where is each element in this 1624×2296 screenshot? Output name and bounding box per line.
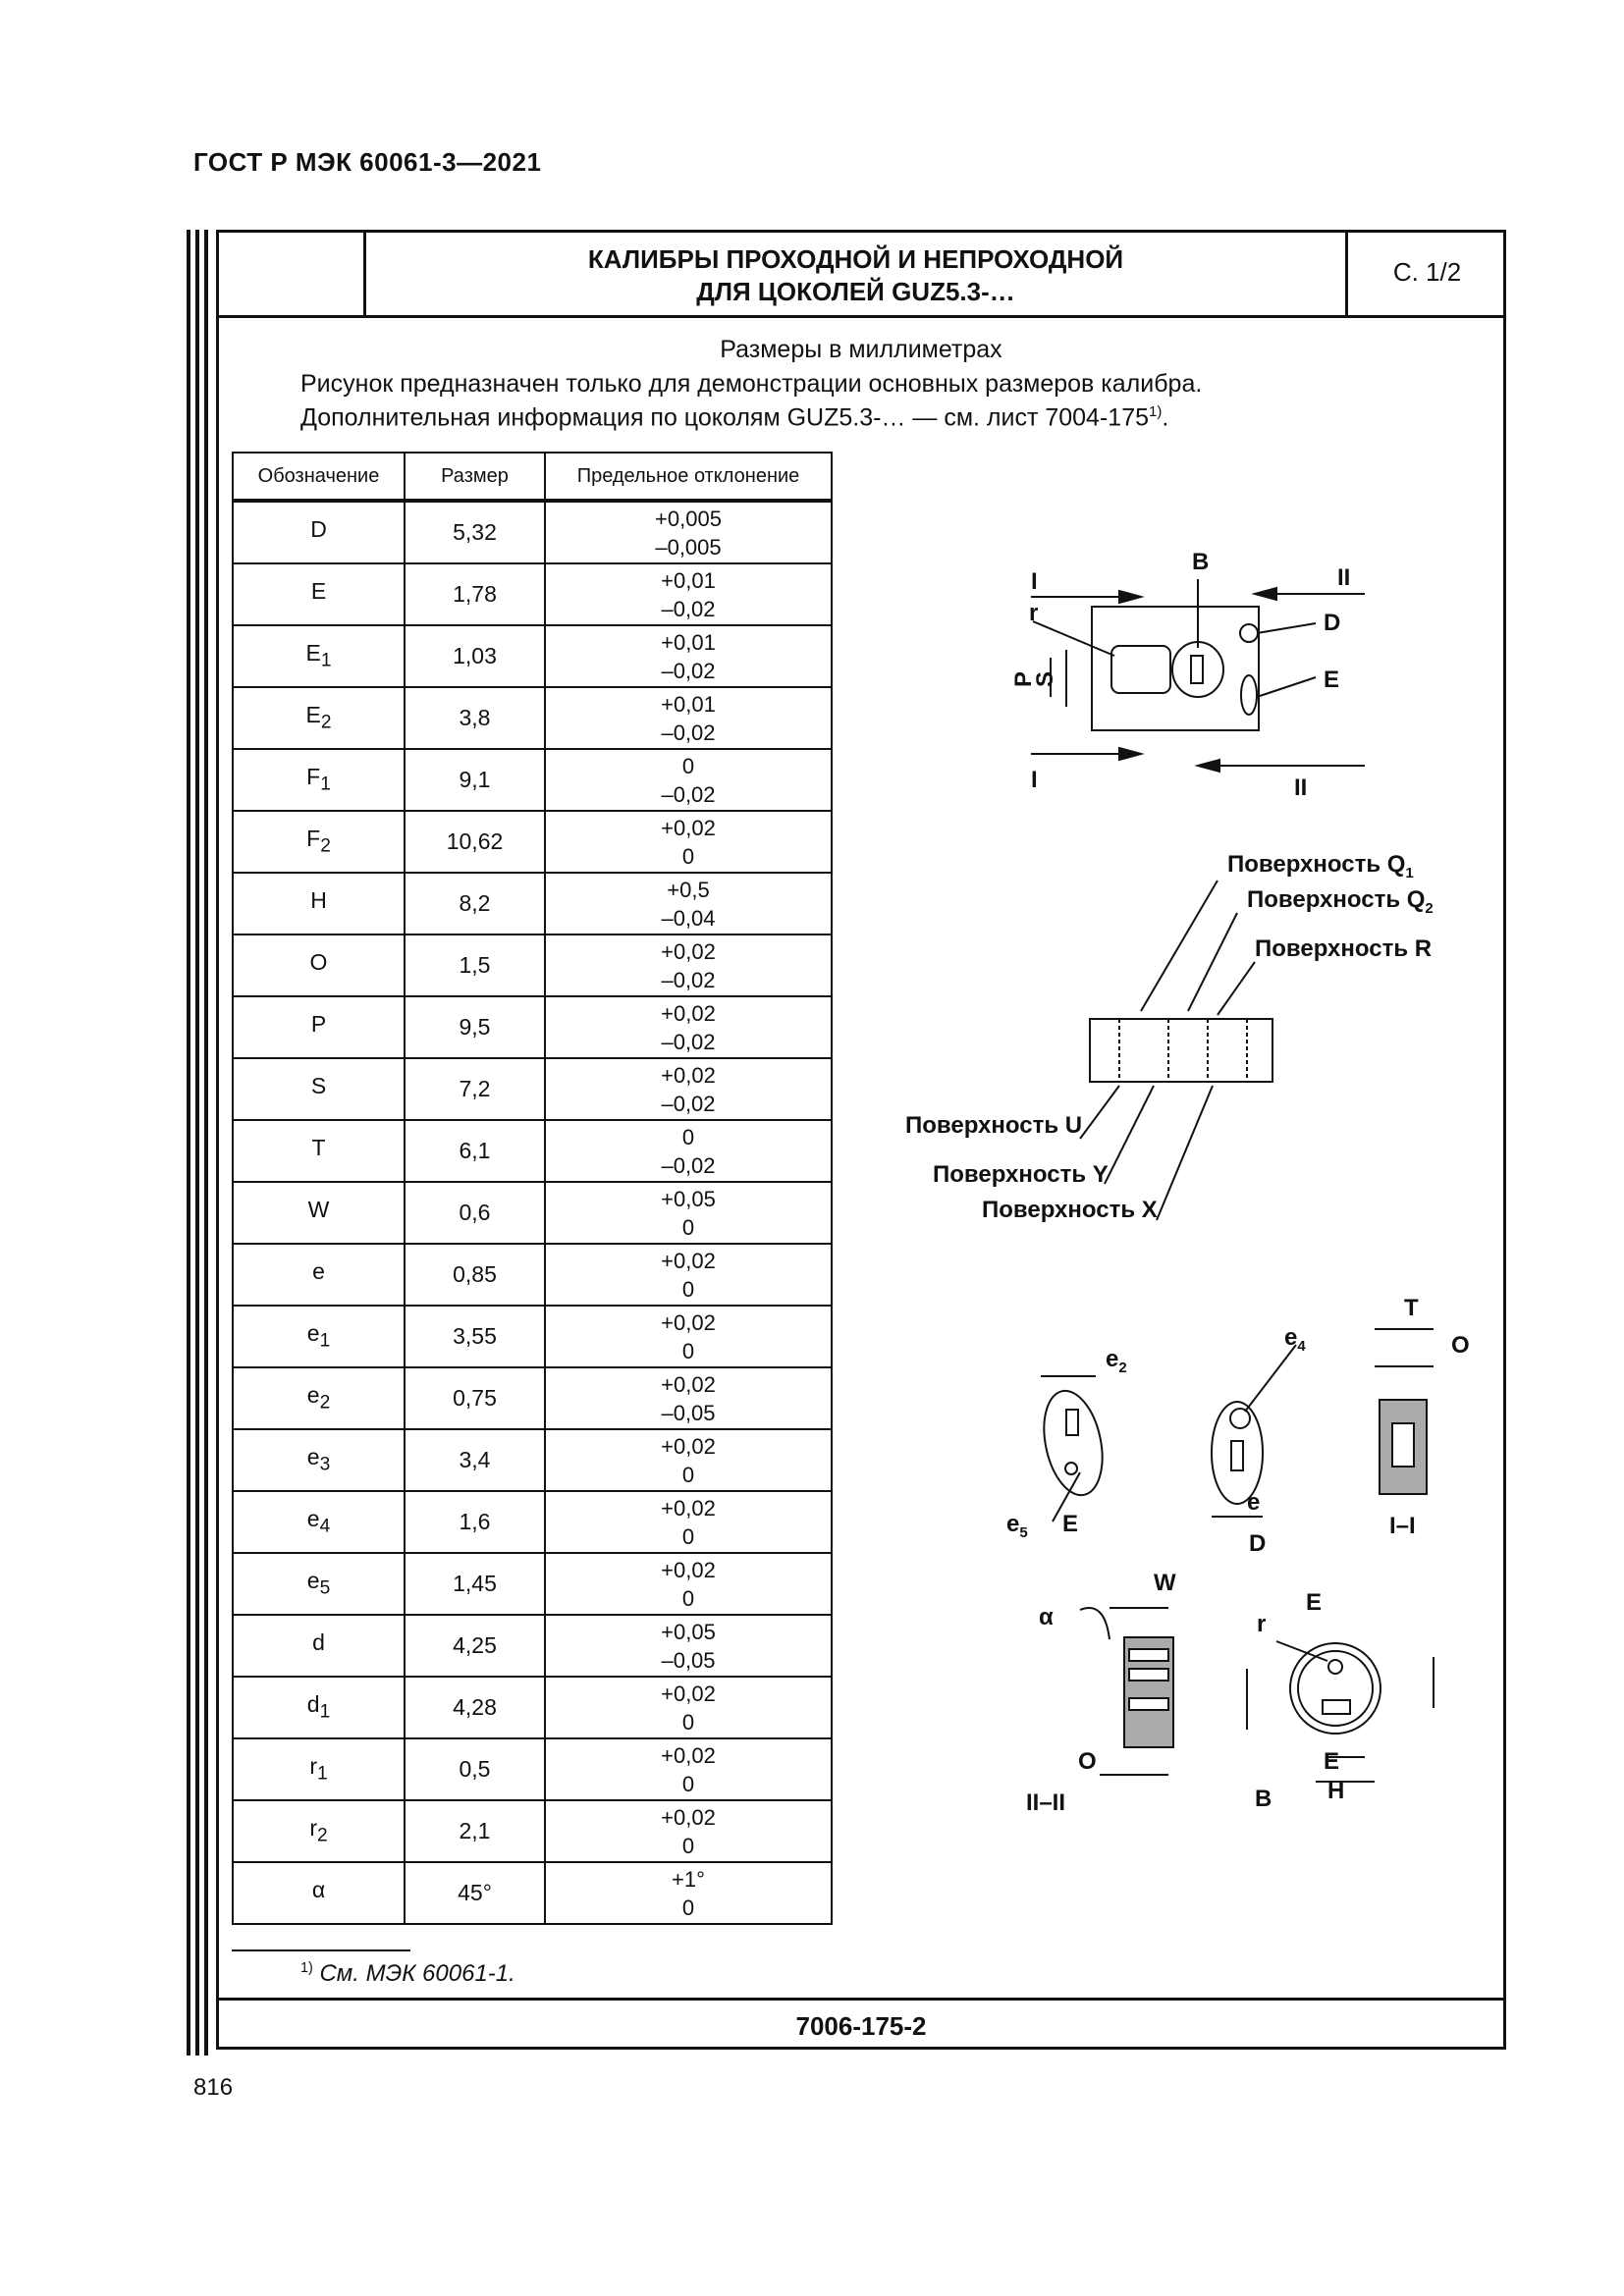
label-section-mark: I bbox=[1031, 767, 1038, 793]
tolerance-upper: +0,02 bbox=[661, 1742, 716, 1768]
cell-designation bbox=[233, 687, 405, 749]
title-line-1: КАЛИБРЫ ПРОХОДНОЙ И НЕПРОХОДНОЙ bbox=[587, 244, 1124, 274]
cell-designation bbox=[233, 996, 405, 1058]
cell-designation bbox=[233, 1615, 405, 1677]
col-designation: Обозначение bbox=[233, 453, 405, 501]
tolerance-upper: 0 bbox=[681, 753, 695, 778]
cell-designation bbox=[233, 749, 405, 811]
cell-designation bbox=[233, 1120, 405, 1182]
table-row bbox=[233, 1862, 832, 1924]
designation-symbol: S bbox=[310, 1073, 327, 1099]
tolerance-lower: –0,02 bbox=[661, 1029, 716, 1054]
cell-size: 4,25 bbox=[405, 1615, 545, 1677]
cell-size: 9,5 bbox=[405, 996, 545, 1058]
footnote-mark: 1) bbox=[300, 1960, 313, 1976]
table-row bbox=[233, 563, 832, 625]
cell-tolerance bbox=[545, 996, 832, 1058]
detail-b-drawing bbox=[1247, 1641, 1434, 1782]
cell-designation bbox=[233, 1738, 405, 1800]
tolerance-upper: +0,05 bbox=[661, 1186, 716, 1211]
cell-size: 0,6 bbox=[405, 1182, 545, 1244]
designation-symbol: e bbox=[306, 1444, 320, 1470]
tolerance-upper: +0,02 bbox=[661, 1062, 716, 1088]
cell-size: 0,5 bbox=[405, 1738, 545, 1800]
cell-tolerance bbox=[545, 1800, 832, 1862]
label-t: T bbox=[1404, 1295, 1419, 1321]
cell-size: 1,5 bbox=[405, 934, 545, 996]
cell-designation bbox=[233, 1244, 405, 1306]
designation-symbol: r bbox=[309, 1815, 317, 1842]
tolerance-upper: 0 bbox=[681, 1124, 695, 1149]
sheet-number: С. 1/2 bbox=[1392, 257, 1462, 287]
col-size: Размер bbox=[405, 453, 545, 501]
cell-tolerance bbox=[545, 1553, 832, 1615]
document-header: ГОСТ Р МЭК 60061-3—2021 bbox=[193, 147, 542, 177]
gauge-drawings bbox=[884, 530, 1492, 1836]
tolerance-upper: +0,02 bbox=[661, 938, 716, 964]
tolerance-lower: 0 bbox=[681, 1585, 695, 1611]
tolerance-lower: 0 bbox=[681, 843, 695, 869]
cell-tolerance bbox=[545, 1306, 832, 1367]
cell-tolerance bbox=[545, 687, 832, 749]
designation-symbol: H bbox=[310, 887, 327, 914]
designation-subscript: 3 bbox=[319, 1454, 331, 1475]
cell-size: 10,62 bbox=[405, 811, 545, 873]
table-row bbox=[233, 1306, 832, 1367]
designation-symbol: D bbox=[310, 516, 327, 543]
designation-symbol: P bbox=[310, 1011, 327, 1038]
footnote-ref: 1) bbox=[1149, 403, 1163, 420]
table-row bbox=[233, 687, 832, 749]
label-e: E bbox=[1324, 667, 1340, 693]
cell-tolerance bbox=[545, 873, 832, 934]
cell-tolerance bbox=[545, 625, 832, 687]
cell-designation bbox=[233, 1862, 405, 1924]
label-e2: $e_2$ bbox=[1106, 1346, 1127, 1376]
label-alpha: α bbox=[1039, 1604, 1054, 1630]
label-r1: r bbox=[1029, 600, 1039, 626]
tolerance-lower: –0,02 bbox=[661, 1152, 716, 1178]
table-row bbox=[233, 1182, 832, 1244]
tolerance-upper: +0,02 bbox=[661, 1804, 716, 1830]
cell-size: 0,85 bbox=[405, 1244, 545, 1306]
label-d: D bbox=[1324, 610, 1341, 636]
tolerance-upper: +0,02 bbox=[661, 815, 716, 840]
sheet-code: 7006-175-2 bbox=[795, 2011, 927, 2041]
cell-size: 0,75 bbox=[405, 1367, 545, 1429]
designation-subscript: 5 bbox=[319, 1577, 331, 1599]
cell-tolerance bbox=[545, 1491, 832, 1553]
table-row bbox=[233, 1058, 832, 1120]
label-s: S bbox=[1032, 670, 1058, 687]
tolerance-upper: +0,02 bbox=[661, 1248, 716, 1273]
tolerance-lower: 0 bbox=[681, 1462, 695, 1487]
cell-tolerance bbox=[545, 1862, 832, 1924]
cell-designation bbox=[233, 1491, 405, 1553]
designation-symbol: d bbox=[306, 1691, 320, 1718]
cell-size: 1,6 bbox=[405, 1491, 545, 1553]
table-row bbox=[233, 1120, 832, 1182]
table-row bbox=[233, 934, 832, 996]
info-note bbox=[300, 403, 1168, 432]
designation-subscript: 1 bbox=[320, 650, 332, 671]
tolerance-upper: +0,02 bbox=[661, 1371, 716, 1397]
cell-size: 6,1 bbox=[405, 1120, 545, 1182]
cell-designation bbox=[233, 873, 405, 934]
tolerance-lower: –0,02 bbox=[661, 596, 716, 621]
table-row bbox=[233, 1615, 832, 1677]
label-r2: r bbox=[1257, 1611, 1267, 1637]
units-note: Размеры в миллиметрах bbox=[720, 336, 1002, 363]
designation-symbol: d bbox=[312, 1629, 325, 1656]
designation-symbol: e bbox=[306, 1506, 320, 1532]
label-section-mark: II bbox=[1337, 564, 1351, 591]
cell-designation bbox=[233, 1367, 405, 1429]
tolerance-upper: +0,02 bbox=[661, 1495, 716, 1521]
tolerance-lower: 0 bbox=[681, 1214, 695, 1240]
top-view-drawing bbox=[1031, 579, 1365, 772]
tolerance-upper: +0,5 bbox=[667, 877, 710, 902]
tolerance-lower: 0 bbox=[681, 1833, 695, 1858]
tolerance-lower: –0,05 bbox=[661, 1400, 716, 1425]
label-surface-q1: Поверхность $Q_1$ bbox=[1227, 851, 1414, 881]
designation-subscript: 1 bbox=[317, 1763, 328, 1785]
margin-bar bbox=[195, 230, 199, 2056]
detail-e-drawing bbox=[1035, 1376, 1110, 1522]
cell-size: 1,03 bbox=[405, 625, 545, 687]
tolerance-upper: +0,02 bbox=[661, 1309, 716, 1335]
cell-tolerance bbox=[545, 1677, 832, 1738]
designation-symbol: r bbox=[309, 1753, 317, 1780]
designation-symbol: e bbox=[306, 1568, 320, 1594]
cell-tolerance bbox=[545, 1058, 832, 1120]
designation-subscript: 1 bbox=[320, 774, 331, 795]
label-h: H bbox=[1327, 1778, 1345, 1804]
margin-bar bbox=[204, 230, 208, 2056]
cell-tolerance bbox=[545, 1367, 832, 1429]
designation-symbol: e bbox=[312, 1258, 325, 1285]
cell-size: 3,55 bbox=[405, 1306, 545, 1367]
label-b: B bbox=[1255, 1786, 1272, 1812]
section-i-drawing bbox=[1375, 1329, 1434, 1494]
cell-size: 1,78 bbox=[405, 563, 545, 625]
cell-size: 7,2 bbox=[405, 1058, 545, 1120]
footnote bbox=[300, 1960, 515, 1988]
label-surface-r: Поверхность R bbox=[1255, 935, 1433, 962]
col-tolerance: Предельное отклонение bbox=[545, 453, 832, 501]
table-row bbox=[233, 1429, 832, 1491]
tolerance-upper: +0,02 bbox=[661, 1681, 716, 1706]
cell-designation bbox=[233, 811, 405, 873]
tolerance-lower: –0,02 bbox=[661, 720, 716, 745]
cell-designation bbox=[233, 625, 405, 687]
table-row bbox=[233, 1800, 832, 1862]
table-row bbox=[233, 1491, 832, 1553]
label-o: O bbox=[1078, 1748, 1097, 1775]
designation-symbol: F bbox=[306, 826, 321, 852]
table-row bbox=[233, 1367, 832, 1429]
dimensions-table bbox=[232, 452, 833, 1925]
table-body bbox=[233, 501, 832, 1924]
designation-symbol: e bbox=[306, 1382, 320, 1409]
tolerance-lower: 0 bbox=[681, 1338, 695, 1363]
label-section-i: I–I bbox=[1389, 1513, 1416, 1539]
label-e: E bbox=[1062, 1511, 1079, 1537]
cell-size: 3,4 bbox=[405, 1429, 545, 1491]
designation-symbol: e bbox=[306, 1320, 320, 1347]
cell-size: 2,1 bbox=[405, 1800, 545, 1862]
tolerance-lower: –0,05 bbox=[661, 1647, 716, 1673]
tolerance-lower: 0 bbox=[681, 1709, 695, 1735]
cell-size: 8,2 bbox=[405, 873, 545, 934]
cell-tolerance bbox=[545, 1615, 832, 1677]
tolerance-lower: 0 bbox=[681, 1523, 695, 1549]
tolerance-lower: 0 bbox=[681, 1895, 695, 1920]
table-row bbox=[233, 749, 832, 811]
margin-bar bbox=[187, 230, 190, 2056]
cell-tolerance bbox=[545, 749, 832, 811]
cell-tolerance bbox=[545, 1182, 832, 1244]
designation-symbol: E bbox=[305, 640, 321, 667]
tolerance-lower: –0,005 bbox=[655, 534, 722, 560]
tolerance-upper: +0,02 bbox=[661, 1557, 716, 1582]
table-row bbox=[233, 1677, 832, 1738]
cell-size: 5,32 bbox=[405, 501, 545, 563]
cell-designation bbox=[233, 1677, 405, 1738]
cell-tolerance bbox=[545, 1429, 832, 1491]
footnote-text: См. МЭК 60061-1. bbox=[319, 1960, 515, 1987]
table-row bbox=[233, 1244, 832, 1306]
designation-subscript: 2 bbox=[320, 712, 332, 733]
table-row bbox=[233, 811, 832, 873]
designation-subscript: 1 bbox=[319, 1330, 331, 1352]
tolerance-upper: +1° bbox=[672, 1866, 705, 1892]
cell-designation bbox=[233, 1429, 405, 1491]
tolerance-lower: –0,02 bbox=[661, 658, 716, 683]
tolerance-lower: 0 bbox=[681, 1276, 695, 1302]
label-section-mark: I bbox=[1031, 568, 1038, 595]
cell-designation bbox=[233, 563, 405, 625]
cell-tolerance bbox=[545, 1738, 832, 1800]
cell-tolerance bbox=[545, 934, 832, 996]
cell-designation bbox=[233, 1800, 405, 1862]
tolerance-lower: –0,02 bbox=[661, 781, 716, 807]
table-row bbox=[233, 1738, 832, 1800]
cell-tolerance bbox=[545, 1244, 832, 1306]
tolerance-upper: +0,01 bbox=[661, 567, 716, 593]
cell-designation bbox=[233, 1182, 405, 1244]
designation-subscript: 2 bbox=[319, 1392, 331, 1414]
designation-symbol: F bbox=[306, 764, 321, 790]
designation-symbol: E bbox=[305, 702, 321, 728]
tolerance-lower: –0,02 bbox=[661, 1091, 716, 1116]
table-row bbox=[233, 1553, 832, 1615]
label-e4: $e_4$ bbox=[1284, 1324, 1306, 1355]
designation-symbol: T bbox=[311, 1135, 326, 1161]
cell-size: 4,28 bbox=[405, 1677, 545, 1738]
tolerance-upper: +0,02 bbox=[661, 1000, 716, 1026]
label-e-small: e bbox=[1247, 1489, 1261, 1516]
label-o: O bbox=[1451, 1332, 1470, 1359]
cell-designation bbox=[233, 1553, 405, 1615]
footnote-rule bbox=[232, 1949, 410, 1951]
designation-subscript: 4 bbox=[319, 1516, 331, 1537]
tolerance-upper: +0,005 bbox=[655, 506, 722, 531]
tolerance-lower: 0 bbox=[681, 1771, 695, 1796]
cell-size: 9,1 bbox=[405, 749, 545, 811]
table-row bbox=[233, 501, 832, 563]
label-d: D bbox=[1249, 1530, 1267, 1557]
table-header-row bbox=[233, 453, 832, 501]
table-row bbox=[233, 625, 832, 687]
info-note-end: . bbox=[1162, 403, 1169, 432]
cell-designation bbox=[233, 1306, 405, 1367]
drawing-labels bbox=[905, 549, 1470, 1816]
label-e2: E bbox=[1324, 1748, 1340, 1775]
designation-symbol: E bbox=[310, 578, 327, 605]
title-line-2: ДЛЯ ЦОКОЛЕЙ GUZ5.3-… bbox=[696, 277, 1015, 306]
designation-symbol: α bbox=[311, 1877, 326, 1903]
demo-note: Рисунок предназначен только для демонстрации основных размеров калибра. bbox=[300, 370, 1203, 398]
table-row bbox=[233, 873, 832, 934]
tolerance-upper: +0,05 bbox=[661, 1619, 716, 1644]
cell-size: 3,8 bbox=[405, 687, 545, 749]
info-note-text: Дополнительная информация по цоколям GUZ5.3-… — см. лист 7004-175 bbox=[300, 403, 1150, 432]
designation-subscript: 2 bbox=[320, 835, 331, 857]
label-w: W bbox=[1154, 1570, 1176, 1596]
table-row bbox=[233, 996, 832, 1058]
tolerance-lower: –0,02 bbox=[661, 967, 716, 992]
cell-size: 45° bbox=[405, 1862, 545, 1924]
tolerance-lower: –0,04 bbox=[661, 905, 716, 931]
cell-tolerance bbox=[545, 501, 832, 563]
tolerance-upper: +0,02 bbox=[661, 1433, 716, 1459]
label-e5: $e_5$ bbox=[1006, 1511, 1028, 1541]
cell-tolerance bbox=[545, 811, 832, 873]
tolerance-upper: +0,01 bbox=[661, 629, 716, 655]
label-section-ii: II–II bbox=[1026, 1789, 1066, 1816]
label-surface-u: Поверхность U bbox=[905, 1112, 1083, 1139]
designation-symbol: O bbox=[309, 949, 328, 976]
cell-size: 1,45 bbox=[405, 1553, 545, 1615]
label-surface-y: Поверхность Y bbox=[933, 1161, 1109, 1188]
cell-designation bbox=[233, 501, 405, 563]
label-p: P bbox=[1010, 670, 1037, 687]
label-section-mark: II bbox=[1294, 774, 1308, 801]
cell-designation bbox=[233, 1058, 405, 1120]
designation-subscript: 1 bbox=[319, 1701, 331, 1723]
label-surface-q2: Поверхность $Q_2$ bbox=[1247, 886, 1434, 917]
label-b: B bbox=[1192, 549, 1210, 575]
cell-tolerance bbox=[545, 1120, 832, 1182]
page-number: 816 bbox=[193, 2074, 234, 2101]
sheet-title bbox=[366, 243, 1345, 308]
cell-designation bbox=[233, 934, 405, 996]
label-e: E bbox=[1306, 1589, 1323, 1616]
label-surface-x: Поверхность X bbox=[982, 1197, 1158, 1223]
tolerance-upper: +0,01 bbox=[661, 691, 716, 717]
designation-symbol: W bbox=[307, 1197, 330, 1223]
bottom-divider bbox=[216, 1998, 1506, 2001]
designation-subscript: 2 bbox=[317, 1825, 328, 1846]
cell-tolerance bbox=[545, 563, 832, 625]
side-view-drawing bbox=[1080, 881, 1272, 1220]
